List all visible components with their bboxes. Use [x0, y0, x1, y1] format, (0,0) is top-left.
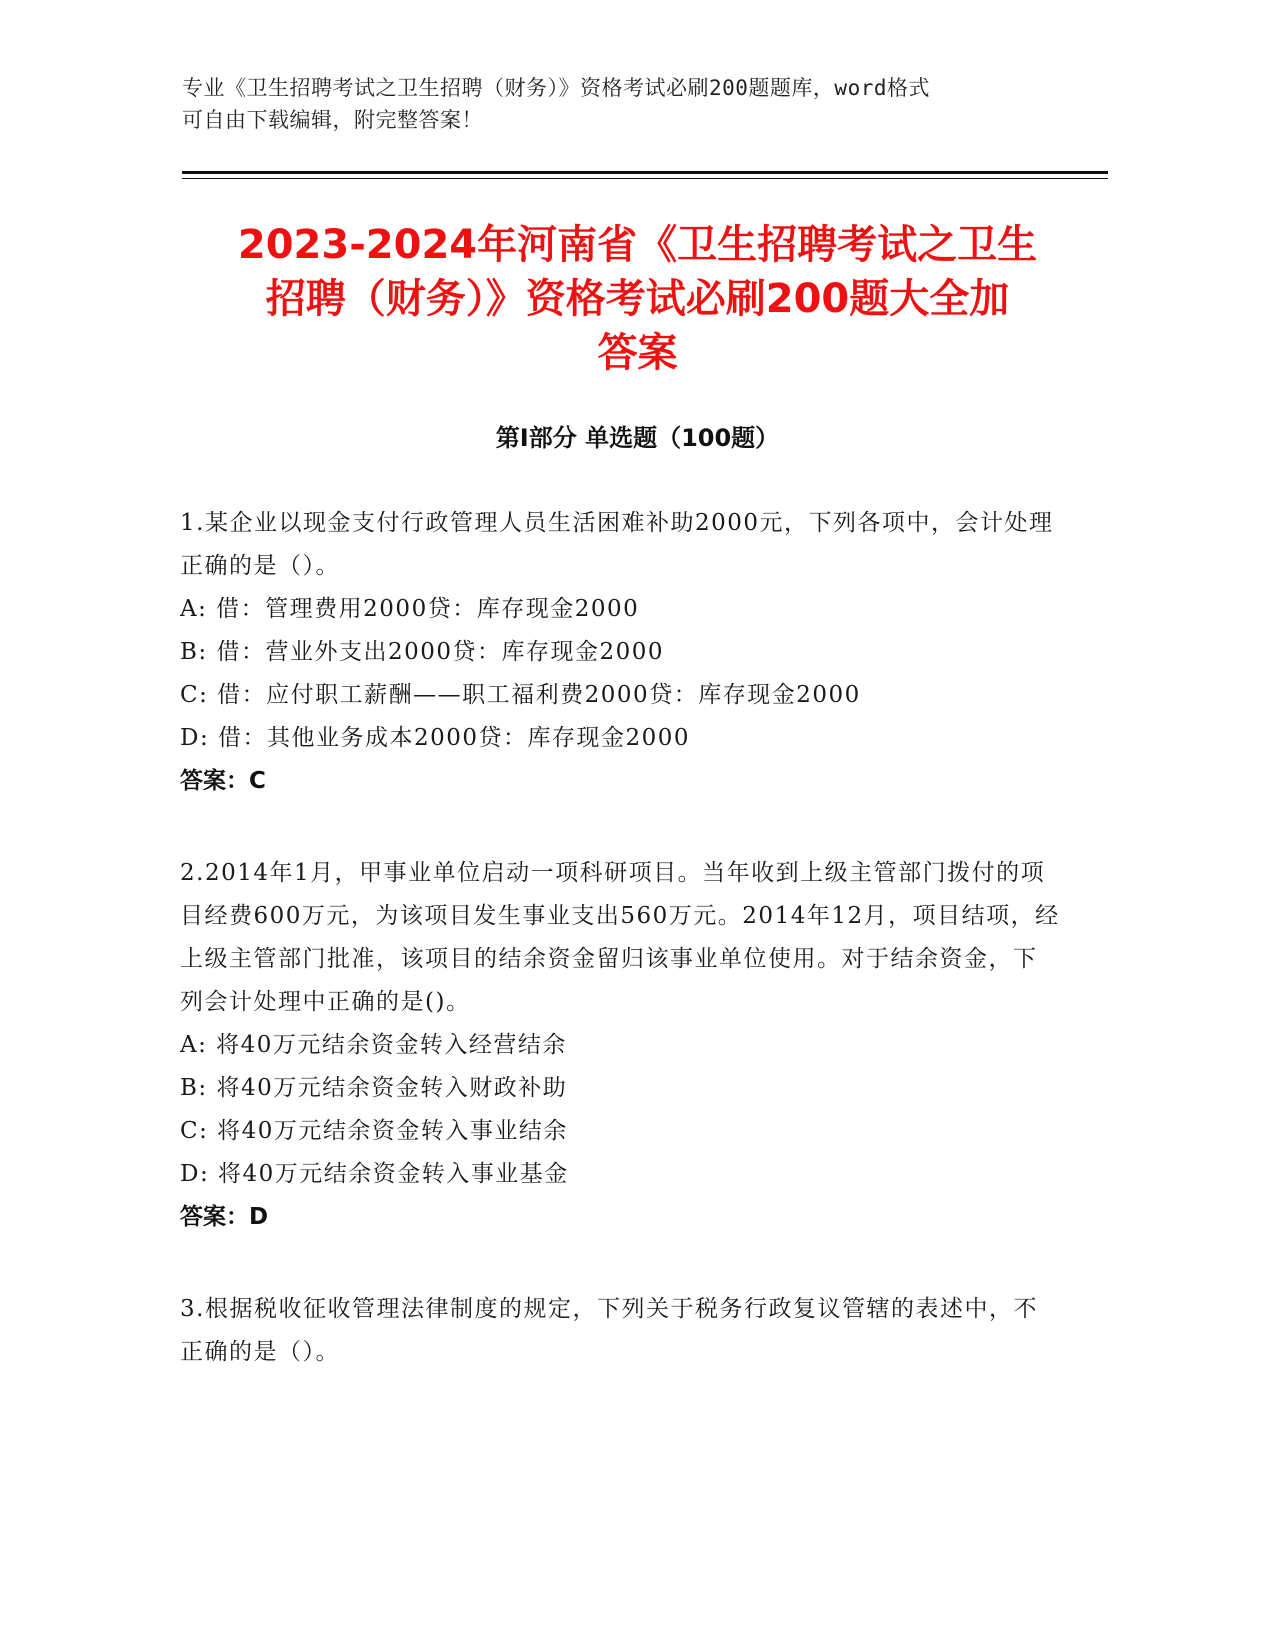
option-a: A: 借：管理费用2000贷：库存现金2000	[180, 596, 640, 622]
header-divider-thin	[182, 178, 1108, 179]
option-b: B: 借：营业外支出2000贷：库存现金2000	[180, 639, 665, 665]
question-stem: 3.根据税收征收管理法律制度的规定，下列关于税务行政复议管辖的表述中，不正确的是（）。	[180, 1296, 1038, 1365]
title-line-3: 答案	[597, 330, 678, 376]
option-d: D: 将40万元结余资金转入事业基金	[180, 1161, 569, 1187]
question-stem: 1.某企业以现金支付行政管理人员生活困难补助2000元，下列各项中，会计处理正确的是（）。	[180, 510, 1054, 579]
question-3	[180, 1288, 1060, 1374]
answer: 答案：D	[180, 1204, 269, 1230]
option-a: A: 将40万元结余资金转入经营结余	[180, 1032, 567, 1058]
title-line-2: 招聘（财务）》资格考试必刷200题大全加	[265, 276, 1010, 322]
section-heading: 第Ⅰ部分 单选题（100题）	[495, 424, 780, 452]
option-b: B: 将40万元结余资金转入财政补助	[180, 1075, 568, 1101]
question-stem: 2.2014年1月，甲事业单位启动一项科研项目。当年收到上级主管部门拨付的项目经费600万元，为该项目发生事业支出560万元。2014年12月，项目结项，经上级主管部门批准，该项目的结余资金留归该事业单位使用。对于结余资金，下列会计处理中正确的是()。	[180, 860, 1060, 1015]
header-note	[182, 72, 1062, 136]
header-note-line-1: 专业《卫生招聘考试之卫生招聘（财务）》资格考试必刷200题题库，word格式	[182, 76, 930, 100]
answer: 答案：C	[180, 768, 266, 794]
option-c: C: 将40万元结余资金转入事业结余	[180, 1118, 568, 1144]
question-1	[180, 502, 1060, 803]
option-d: D: 借：其他业务成本2000贷：库存现金2000	[180, 725, 691, 751]
document-title	[150, 218, 1125, 380]
header-note-line-2: 可自由下载编辑，附完整答案！	[182, 108, 483, 132]
option-c: C: 借：应付职工薪酬——职工福利费2000贷：库存现金2000	[180, 682, 861, 708]
title-line-1: 2023-2024年河南省《卫生招聘考试之卫生	[237, 222, 1038, 268]
question-2	[180, 852, 1060, 1239]
header-divider-thick	[182, 171, 1108, 174]
